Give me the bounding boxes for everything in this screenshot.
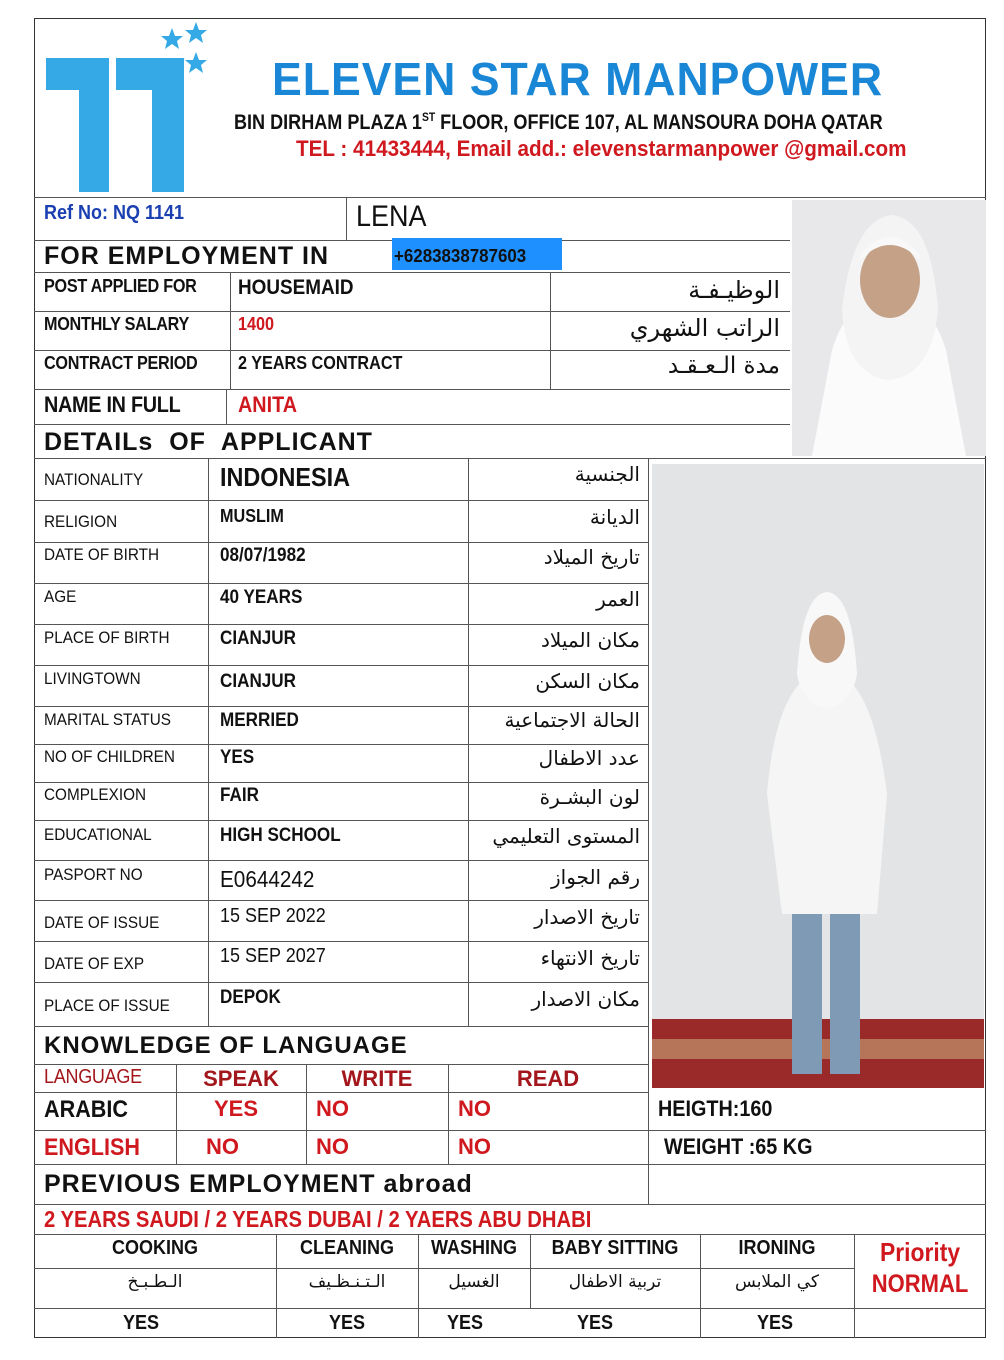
skill-ironing-value: YES [756, 1312, 794, 1334]
detail-value-education: HIGH SCHOOL [220, 825, 341, 846]
skill-cooking: COOKING [111, 1237, 199, 1259]
priority-value: NORMAL [871, 1270, 969, 1298]
detail-value-complexion: FAIR [220, 785, 259, 806]
detail-ar-date-of-issue: تاريخ الاصدار [534, 905, 640, 929]
skill-ironing: IRONING [738, 1237, 816, 1259]
language-header-read: READ [516, 1066, 580, 1091]
phone-number: +6283838787603 [394, 246, 527, 266]
post-arabic: الوظيـفـة [688, 276, 780, 304]
detail-ar-religion: الديانة [589, 505, 640, 529]
priority-label: Priority [879, 1237, 961, 1267]
detail-value-marital-status: MERRIED [220, 710, 299, 731]
detail-value-date-of-issue: 15 SEP 2022 [220, 905, 326, 927]
employment-label: FOR EMPLOYMENT IN [44, 242, 330, 270]
height-value: HEIGTH:160 [658, 1096, 773, 1121]
language-header-write: WRITE [341, 1066, 413, 1091]
detail-value-place-of-issue: DEPOK [220, 987, 281, 1008]
detail-label-date-of-exp: DATE OF EXP [44, 954, 145, 973]
arabic-read: NO [458, 1096, 491, 1121]
skill-baby-sitting-value: YES [576, 1312, 614, 1334]
skill-baby-sitting: BABY SITTING [551, 1237, 679, 1259]
detail-ar-passport: رقم الجواز [551, 865, 640, 889]
detail-ar-age: العمر [596, 587, 640, 611]
full-name-label: NAME IN FULL [44, 392, 181, 417]
detail-label-complexion: COMPLEXION [44, 785, 147, 804]
detail-value-livingtown: CIANJUR [220, 671, 297, 692]
full-name-value: ANITA [238, 392, 298, 417]
detail-label-passport: PASPORT NO [44, 865, 143, 884]
english-speak: NO [206, 1134, 239, 1159]
language-english: ENGLISH [44, 1134, 141, 1161]
post-label: POST APPLIED FOR [44, 276, 197, 296]
arabic-speak: YES [214, 1096, 259, 1121]
detail-label-marital-status: MARITAL STATUS [44, 710, 171, 729]
post-value: HOUSEMAID [238, 276, 354, 299]
detail-ar-place-of-birth: مكان الميلاد [541, 628, 640, 652]
skill-ironing-ar: كي الملابس [735, 1272, 819, 1292]
english-write: NO [316, 1134, 349, 1159]
contract-value: 2 YEARS CONTRACT [238, 353, 403, 373]
ref-number: Ref No: NQ 1141 [44, 202, 185, 224]
company-name: ELEVEN STAR MANPOWER [272, 53, 884, 105]
detail-label-children: NO OF CHILDREN [44, 747, 175, 766]
company-logo [44, 20, 214, 195]
applicant-full-body-photo [652, 464, 984, 1088]
detail-label-dob: DATE OF BIRTH [44, 545, 160, 564]
detail-value-passport: E0644242 [220, 866, 315, 892]
skill-cleaning-value: YES [328, 1312, 366, 1334]
detail-value-dob: 08/07/1982 [220, 545, 306, 566]
detail-label-age: AGE [44, 587, 77, 606]
salary-label: MONTHLY SALARY [44, 314, 190, 334]
detail-label-place-of-issue: PLACE OF ISSUE [44, 996, 170, 1015]
details-title: DETAILs OF APPLICANT [44, 428, 373, 456]
detail-label-religion: RELIGION [44, 512, 118, 531]
skill-cooking-value: YES [122, 1312, 160, 1334]
detail-ar-date-of-exp: تاريخ الانتهاء [540, 946, 640, 970]
skill-washing-value: YES [446, 1312, 484, 1334]
language-header-speak: SPEAK [203, 1066, 279, 1091]
previous-value: 2 YEARS SAUDI / 2 YEARS DUBAI / 2 YAERS ABU DHABI [44, 1206, 592, 1232]
english-read: NO [458, 1134, 491, 1159]
detail-value-place-of-birth: CIANJUR [220, 628, 297, 649]
language-header-language: LANGUAGE [44, 1066, 142, 1088]
detail-ar-marital-status: الحالة الاجتماعية [504, 708, 640, 732]
contract-arabic: مدة الـعـقـد [667, 353, 780, 379]
detail-ar-dob: تاريخ الميلاد [543, 545, 640, 569]
detail-ar-complexion: لون البشـرة [539, 785, 640, 809]
skill-cooking-ar: الـطـبـخ [127, 1272, 183, 1292]
applicant-portrait-photo [792, 200, 986, 456]
detail-value-children: YES [220, 747, 255, 768]
detail-label-education: EDUCATIONAL [44, 825, 152, 844]
skill-washing-ar: الغسيل [448, 1272, 500, 1292]
detail-label-livingtown: LIVINGTOWN [44, 669, 141, 688]
language-title: KNOWLEDGE OF LANGUAGE [44, 1032, 408, 1059]
detail-ar-education: المستوى التعليمي [492, 824, 640, 848]
detail-ar-children: عدد الاطفال [538, 746, 640, 770]
skill-washing: WASHING [430, 1237, 518, 1259]
arabic-write: NO [316, 1096, 349, 1121]
detail-ar-nationality: الجنسية [574, 462, 640, 486]
short-name: LENA [356, 200, 427, 233]
detail-ar-livingtown: مكان السكن [535, 669, 640, 693]
detail-value-age: 40 YEARS [220, 587, 303, 608]
salary-arabic: الراتب الشهري [629, 314, 780, 342]
detail-value-religion: MUSLIM [220, 506, 284, 526]
previous-title: PREVIOUS EMPLOYMENT abroad [44, 1170, 473, 1198]
detail-label-date-of-issue: DATE OF ISSUE [44, 913, 160, 932]
detail-label-nationality: NATIONALITY [44, 470, 144, 489]
detail-value-nationality: INDONESIA [220, 462, 351, 492]
detail-ar-place-of-issue: مكان الاصدار [531, 987, 640, 1011]
contract-label: CONTRACT PERIOD [44, 353, 198, 373]
skill-cleaning-ar: الـتـنـظـيف [308, 1272, 386, 1292]
weight-value: WEIGHT :65 KG [664, 1134, 813, 1159]
company-contact: TEL : 41433444, Email add.: elevenstarmanpower @gmail.com [296, 136, 907, 161]
salary-value: 1400 [238, 314, 275, 334]
detail-value-date-of-exp: 15 SEP 2027 [220, 945, 326, 967]
skill-baby-sitting-ar: تربية الاطفال [568, 1272, 662, 1292]
language-arabic: ARABIC [44, 1096, 128, 1123]
skill-cleaning: CLEANING [299, 1237, 394, 1259]
company-address: BIN DIRHAM PLAZA 1ST FLOOR, OFFICE 107, AL MANSOURA DOHA QATAR [234, 110, 883, 134]
detail-label-place-of-birth: PLACE OF BIRTH [44, 628, 170, 647]
